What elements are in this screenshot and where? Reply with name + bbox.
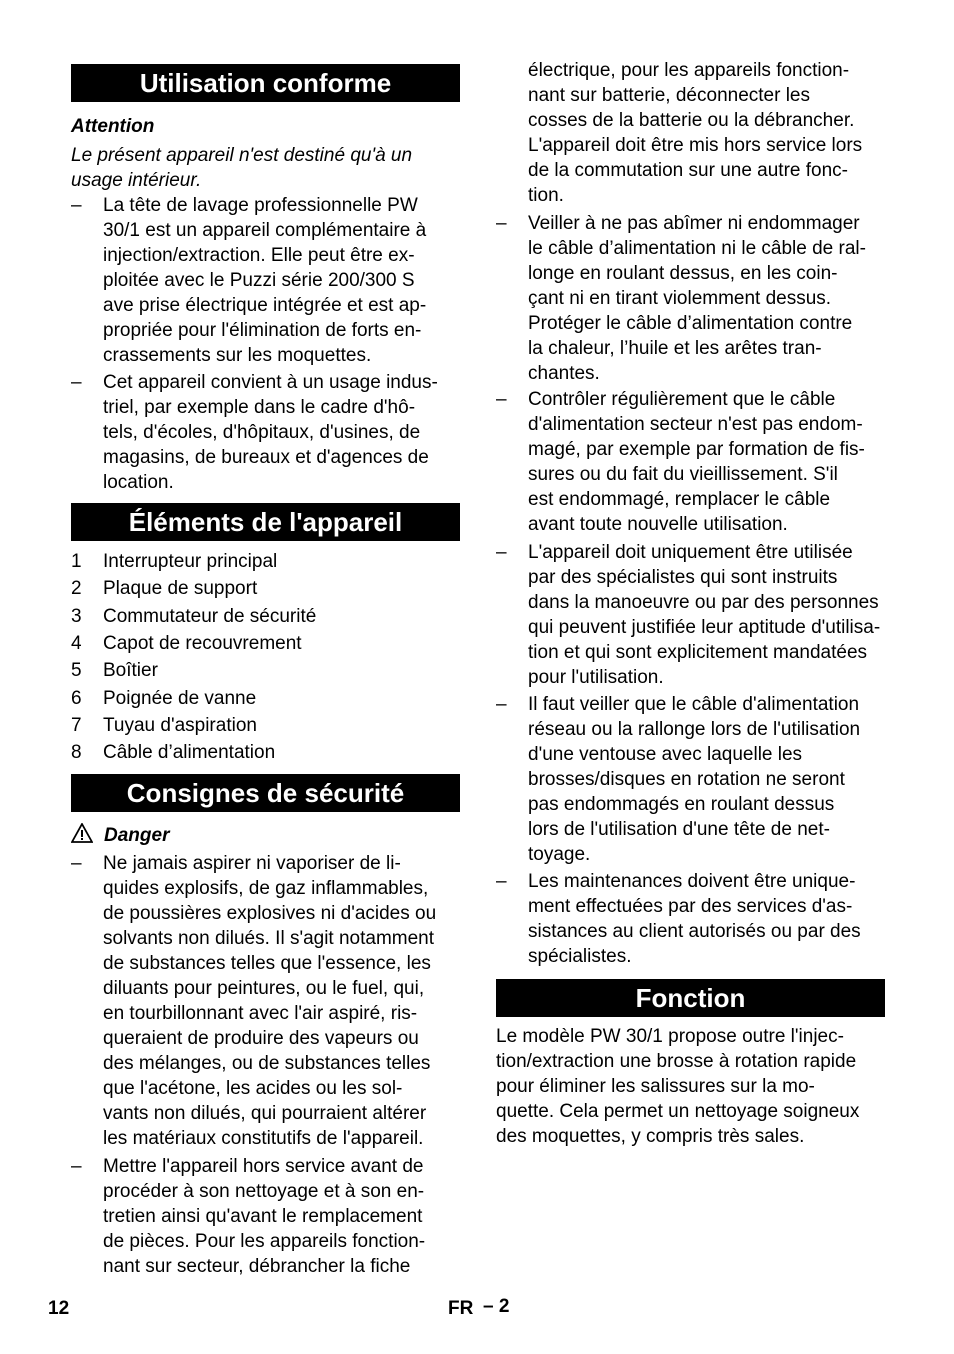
paragraph-line: vants non dilués, qui pourraient altérer bbox=[103, 1103, 427, 1124]
element-number: 3 bbox=[71, 605, 82, 627]
paragraph-line: tels, d'écoles, d'hôpitaux, d'usines, de bbox=[103, 422, 421, 443]
paragraph-line: cosses de la batterie ou la débrancher. bbox=[528, 110, 855, 131]
element-label: Capot de recouvrement bbox=[103, 632, 302, 654]
language-code: FR bbox=[448, 1298, 474, 1319]
element-number: 6 bbox=[71, 687, 82, 709]
paragraph-line: longe en roulant dessus, en les coin- bbox=[528, 263, 838, 284]
paragraph-line: des mélanges, ou de substances telles bbox=[103, 1053, 431, 1074]
paragraph-line: ment effectuées par des services d'as- bbox=[528, 896, 853, 917]
paragraph-line: sures ou du fait du vieillissement. S'il bbox=[528, 464, 838, 485]
element-label: Commutateur de sécurité bbox=[103, 605, 317, 627]
paragraph-line: la chaleur, l’huile et les arêtes tran- bbox=[528, 338, 822, 359]
paragraph-line: les matériaux constitutifs de l'appareil. bbox=[103, 1128, 424, 1149]
element-label: Câble d’alimentation bbox=[103, 742, 276, 764]
paragraph-line: sistances au client autorisés ou par des bbox=[528, 921, 861, 942]
paragraph-line: ave prise électrique intégrée et est ap- bbox=[103, 295, 427, 316]
dash-bullet: – bbox=[71, 1156, 82, 1177]
section-heading-elements: Éléments de l'appareil bbox=[71, 503, 460, 541]
paragraph-line: injection/extraction. Elle peut être ex- bbox=[103, 245, 415, 266]
paragraph-line: d'alimentation secteur n'est pas endom- bbox=[528, 414, 863, 435]
paragraph-line: L'appareil doit être mis hors service lors bbox=[528, 135, 863, 156]
section-heading-utilisation: Utilisation conforme bbox=[71, 64, 460, 102]
warning-triangle-icon bbox=[71, 823, 93, 843]
paragraph-line: toyage. bbox=[528, 844, 591, 865]
paragraph-line: çant ni en tirant violemment dessus. bbox=[528, 288, 832, 309]
paragraph-line: électrique, pour les appareils fonction- bbox=[528, 60, 850, 81]
element-label: Interrupteur principal bbox=[103, 551, 278, 572]
paragraph-line: Veiller à ne pas abîmer ni endommager bbox=[528, 213, 860, 234]
paragraph-line: triel, par exemple dans le cadre d'hô- bbox=[103, 397, 416, 418]
paragraph-line: par des spécialistes qui sont instruits bbox=[528, 567, 838, 588]
paragraph-line: Contrôler régulièrement que le câble bbox=[528, 389, 836, 410]
paragraph-line: queraient de produire des vapeurs ou bbox=[103, 1028, 419, 1049]
paragraph-line: solvants non dilués. Il s'agit notamment bbox=[103, 928, 435, 949]
paragraph-line: magasins, de bureaux et d'agences de bbox=[103, 447, 429, 468]
dash-bullet: – bbox=[496, 542, 507, 563]
attention-label: Attention bbox=[71, 116, 155, 137]
paragraph-line: tion et qui sont explicitement mandatées bbox=[528, 642, 868, 663]
paragraph-line: Ne jamais aspirer ni vaporiser de li- bbox=[103, 853, 401, 874]
paragraph-line: de la commutation sur une autre fonc- bbox=[528, 160, 849, 181]
element-label: Boîtier bbox=[103, 660, 158, 682]
paragraph-line: chantes. bbox=[528, 363, 600, 384]
section-heading-securite: Consignes de sécurité bbox=[71, 774, 460, 812]
paragraph-line: pour l'utilisation. bbox=[528, 667, 664, 688]
paragraph-line: ploitée avec le Puzzi série 200/300 S bbox=[103, 270, 415, 291]
paragraph-line: brosses/disques en rotation ne seront bbox=[528, 769, 845, 790]
paragraph-line: qui peuvent justifiée leur aptitude d'utilisa- bbox=[528, 617, 881, 638]
paragraph-line: quides explosifs, de gaz inflammables, bbox=[103, 878, 429, 899]
paragraph-line: Mettre l'appareil hors service avant de bbox=[103, 1156, 424, 1177]
paragraph-line: procéder à son nettoyage et à son en- bbox=[103, 1181, 425, 1202]
paragraph-line: nant sur batterie, déconnecter les bbox=[528, 85, 811, 106]
paragraph-line: crassements sur les moquettes. bbox=[103, 345, 372, 366]
paragraph-line: en tourbillonnant avec l'air aspiré, ris- bbox=[103, 1003, 418, 1024]
paragraph-line: tretien ainsi qu'avant le remplacement bbox=[103, 1206, 423, 1227]
paragraph-line: propriée pour l'élimination de forts en- bbox=[103, 320, 422, 341]
paragraph-line: de poussières explosives ni d'acides ou bbox=[103, 903, 437, 924]
paragraph-line: tion. bbox=[528, 185, 564, 206]
element-number: 4 bbox=[71, 632, 82, 654]
paragraph-line: le câble d’alimentation ni le câble de ral- bbox=[528, 238, 866, 259]
element-number: 8 bbox=[71, 742, 82, 764]
fonction-text-line: pour éliminer les salissures sur la mo- bbox=[496, 1076, 815, 1097]
paragraph-line: que l'acétone, les acides ou les sol- bbox=[103, 1078, 403, 1099]
page-number: 12 bbox=[48, 1298, 70, 1319]
fonction-text-line: Le modèle PW 30/1 propose outre l'injec- bbox=[496, 1026, 844, 1047]
fonction-text-line: quette. Cela permet un nettoyage soigneux bbox=[496, 1101, 860, 1122]
paragraph-line: L'appareil doit uniquement être utilisée bbox=[528, 542, 853, 563]
paragraph-line: avant toute nouvelle utilisation. bbox=[528, 514, 788, 535]
dash-bullet: – bbox=[71, 853, 82, 874]
fonction-text-line: tion/extraction une brosse à rotation rapide bbox=[496, 1051, 857, 1072]
attention-text-line: usage intérieur. bbox=[71, 170, 202, 191]
paragraph-line: pas endommagés en roulant dessus bbox=[528, 794, 835, 815]
element-label: Plaque de support bbox=[103, 578, 258, 600]
section-page-number: – 2 bbox=[483, 1296, 510, 1317]
element-number: 1 bbox=[71, 551, 82, 572]
paragraph-line: Les maintenances doivent être unique- bbox=[528, 871, 856, 892]
dash-bullet: – bbox=[496, 389, 507, 410]
dash-bullet: – bbox=[496, 213, 507, 234]
paragraph-line: magé, par exemple par formation de fis- bbox=[528, 439, 865, 460]
paragraph-line: La tête de lavage professionnelle PW bbox=[103, 195, 418, 216]
paragraph-line: de pièces. Pour les appareils fonction- bbox=[103, 1231, 426, 1252]
section-heading-fonction: Fonction bbox=[496, 979, 885, 1017]
element-label: Tuyau d'aspiration bbox=[103, 714, 257, 736]
paragraph-line: Il faut veiller que le câble d'alimentation bbox=[528, 694, 860, 715]
paragraph-line: nant sur secteur, débrancher la fiche bbox=[103, 1256, 411, 1277]
paragraph-line: 30/1 est un appareil complémentaire à bbox=[103, 220, 427, 241]
dash-bullet: – bbox=[71, 195, 82, 216]
paragraph-line: de substances telles que l'essence, les bbox=[103, 953, 431, 974]
paragraph-line: d'une ventouse avec laquelle les bbox=[528, 744, 803, 765]
element-number: 7 bbox=[71, 714, 82, 736]
paragraph-line: Cet appareil convient à un usage indus- bbox=[103, 372, 438, 393]
paragraph-line: spécialistes. bbox=[528, 946, 632, 967]
dash-bullet: – bbox=[496, 871, 507, 892]
fonction-text-line: des moquettes, y compris très sales. bbox=[496, 1126, 805, 1147]
dash-bullet: – bbox=[71, 372, 82, 393]
attention-text-line: Le présent appareil n'est destiné qu'à un bbox=[71, 145, 413, 166]
element-number: 2 bbox=[71, 578, 82, 600]
paragraph-line: lors de l'utilisation d'une tête de net- bbox=[528, 819, 830, 840]
element-label: Poignée de vanne bbox=[103, 687, 257, 709]
danger-label: Danger bbox=[104, 825, 170, 846]
paragraph-line: Protéger le câble d’alimentation contre bbox=[528, 313, 853, 334]
paragraph-line: réseau ou la rallonge lors de l'utilisation bbox=[528, 719, 861, 740]
element-number: 5 bbox=[71, 660, 82, 682]
paragraph-line: location. bbox=[103, 472, 174, 493]
paragraph-line: diluants pour peintures, ou le fuel, qui, bbox=[103, 978, 425, 999]
paragraph-line: dans la manoeuvre ou par des personnes bbox=[528, 592, 879, 613]
paragraph-line: est endommagé, remplacer le câble bbox=[528, 489, 831, 510]
dash-bullet: – bbox=[496, 694, 507, 715]
